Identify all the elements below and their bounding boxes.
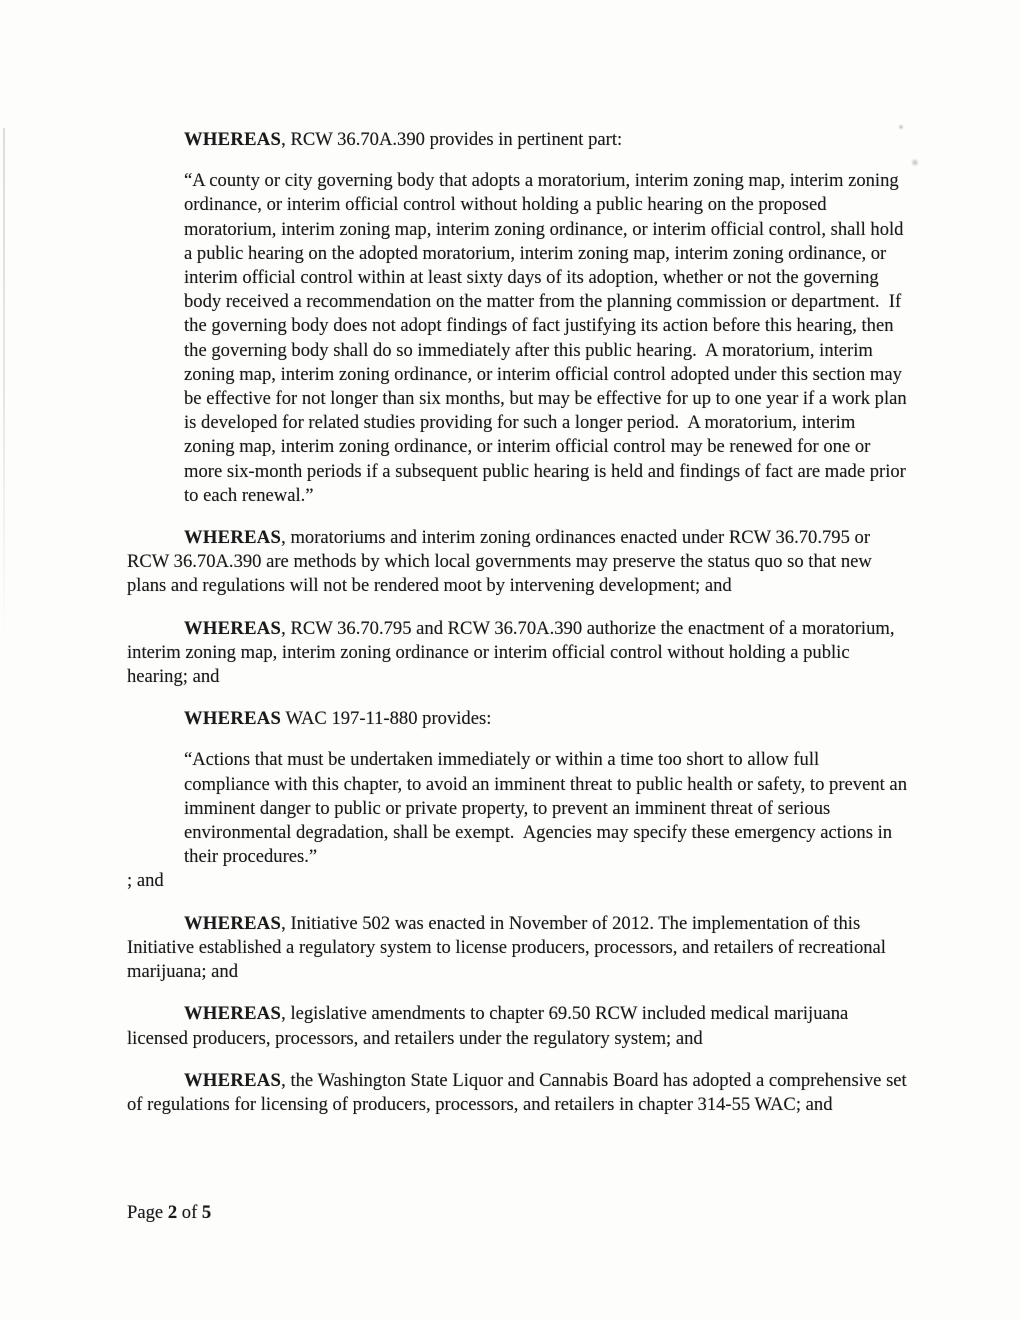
scan-speck xyxy=(911,158,919,167)
page-total: 5 xyxy=(201,1202,212,1223)
document-body xyxy=(127,128,912,1117)
clause-text: , legislative amendments to chapter 69.50 RCW included medical marijuana licensed producers, processors, and retailers under the regulatory system; and xyxy=(127,1003,849,1049)
rcw-36-70a-390-quote: “A county or city governing body that adopts a moratorium, interim zoning map, interim zoning ordinance, or interim official control without holding a public hearing on the proposed moratorium, interim zoning map, interim zoning ordinance, or interim official control, shall hold a public hearing on the adopted moratorium, interim zoning map, interim zoning ordinance, or interim official control within at least sixty days of its adoption, whether or not the governing body received a recommendation on the matter from the planning commission or department. If the governing body does not adopt findings of fact justifying its action before this hearing, then the governing body shall do so immediately after this public hearing. A moratorium, interim zoning map, interim zoning ordinance, or interim official control adopted under this section may be effective for not longer than six months, but may be effective for up to one year if a work plan is developed for related studies providing for such a longer period. A moratorium, interim zoning map, interim zoning ordinance, or interim official control may be renewed for one or more six-month periods if a subsequent public hearing is held and findings of fact are made prior to each renewal.” xyxy=(184,170,912,506)
clause-text: , Initiative 502 was enacted in November of 2012. The implementation of this Initiative established a regulatory system to license producers, processors, and retailers of recreational marijuana; and xyxy=(127,912,886,983)
whereas-liquor-cannabis-board-clause xyxy=(127,1069,909,1117)
whereas-keyword: WHEREAS xyxy=(184,617,282,639)
continuation-and: ; and xyxy=(127,870,164,892)
page-footer xyxy=(127,1201,211,1225)
whereas-keyword: WHEREAS xyxy=(184,1069,282,1091)
clause-text: , RCW 36.70A.390 provides in pertinent part: xyxy=(281,129,623,150)
wac-197-11-880-quote: “Actions that must be undertaken immediately or within a time too short to allow full compliance with this chapter, to avoid an imminent threat to public health or safety, to prevent an imminent danger to public or private property, to prevent an imminent threat of serious environmental degradation, shall be exempt. Agencies may specify these emergency actions in their procedures.” xyxy=(184,749,912,868)
whereas-keyword: WHEREAS xyxy=(184,912,282,934)
whereas-rcw-36-70a-390-intro xyxy=(127,128,909,152)
whereas-keyword: WHEREAS xyxy=(184,527,282,549)
whereas-keyword: WHEREAS xyxy=(184,129,282,150)
whereas-moratoriums-clause xyxy=(127,526,909,599)
footer-word-of: of xyxy=(181,1202,198,1223)
whereas-wac-197-11-880-intro xyxy=(127,707,909,731)
footer-word-page: Page xyxy=(127,1202,164,1223)
whereas-initiative-502-clause xyxy=(127,912,909,985)
whereas-authorize-enactment-clause xyxy=(127,617,909,690)
whereas-keyword: WHEREAS xyxy=(184,708,282,730)
clause-text: , the Washington State Liquor and Cannabis Board has adopted a comprehensive set of regulations for licensing of producers, processors, and retailers in chapter 314-55 WAC; and xyxy=(127,1069,907,1115)
clause-text: , moratoriums and interim zoning ordinances enacted under RCW 36.70.795 or RCW 36.70A.390 are methods by which local governments may preserve the status quo so that new plans and regulations will not be rendered moot by intervening development; and xyxy=(127,527,872,597)
clause-text: , RCW 36.70.795 and RCW 36.70A.390 authorize the enactment of a moratorium, interim zoning map, interim zoning ordinance or interim official control without holding a public hearing; and xyxy=(127,617,895,688)
clause-text: WAC 197-11-880 provides: xyxy=(281,708,492,730)
page-number: 2 xyxy=(167,1202,178,1223)
scan-edge-line xyxy=(3,128,5,638)
whereas-keyword: WHEREAS xyxy=(184,1003,282,1025)
whereas-legislative-amendments-clause xyxy=(127,1002,909,1050)
